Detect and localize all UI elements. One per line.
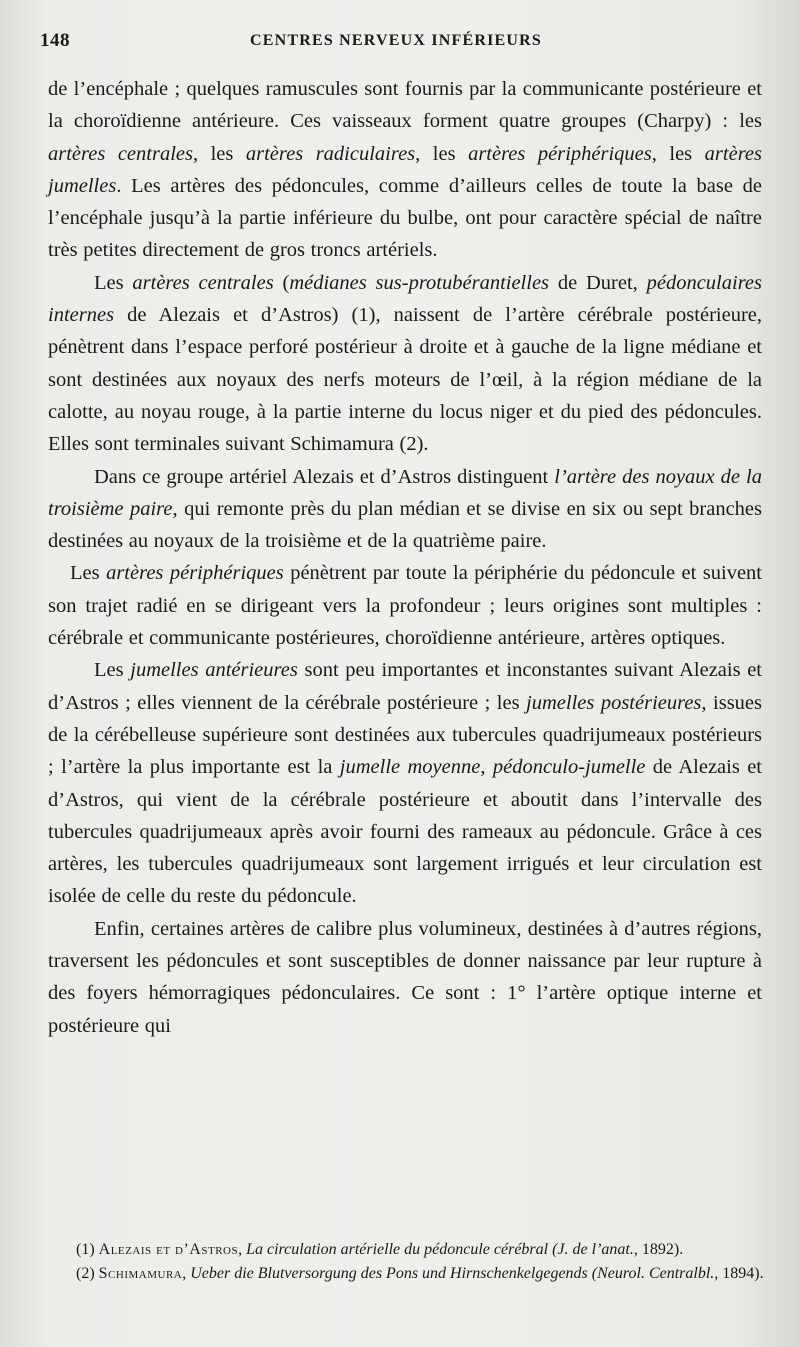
italic-text: La circulation artérielle du pédoncule cérébral (J. de l’anat. — [246, 1241, 634, 1258]
italic-text: pédonculaires internes — [48, 271, 762, 327]
italic-text: artères jumelles — [48, 142, 762, 197]
italic-text: jumelles antérieures — [130, 659, 298, 682]
italic-text: médianes sus-protubérantielles — [289, 271, 550, 294]
text-run: de Duret, — [549, 271, 647, 294]
text-run: Enfin, certaines artères de calibre plus volumineux, destinées à d’autres régions, traversent les pédoncules et sont susceptibles de donner naissance par leur rupture à des foyers hémorragiques pédonculaires. Ce sont : 1° l’artère optique interne et postérieure qui — [48, 917, 762, 1037]
text-run: , 1892). — [633, 1241, 684, 1258]
text-run: Dans ce groupe artériel Alezais et d’Astros distinguent — [94, 465, 555, 488]
text-run: , 1894). — [714, 1265, 764, 1282]
text-run: , qui remonte près du plan médian et se divise en six ou sept branches destinées au noyaux de la troisième et de la quatrième paire. — [48, 497, 762, 553]
text-run: , issues de la cérébelleuse supérieure sont destinées aux tubercules quadrijumeaux postérieurs ; l’artère la plus importante est la — [48, 691, 763, 779]
paragraph-1 — [48, 73, 762, 267]
footnote-1 — [48, 1238, 766, 1262]
italic-text: artères centrales — [132, 271, 274, 294]
paragraph-2 — [48, 267, 762, 461]
paragraph-3 — [48, 461, 762, 558]
footnote-2 — [48, 1262, 766, 1286]
text-run: Les — [94, 271, 133, 294]
text-run: Les — [94, 659, 131, 682]
italic-text: Ueber die Blutversorgung des Pons und Hirnschenkelgegends (Neurol. Centralbl. — [190, 1265, 715, 1282]
italic-text: l’artère des noyaux de la troisième paire — [48, 465, 762, 520]
paragraph-4 — [48, 557, 762, 654]
italic-text: artères centrales — [48, 142, 193, 165]
text-run: , — [182, 1265, 191, 1282]
text-run: (2) — [76, 1265, 99, 1282]
text-run: pénètrent par toute la périphérie du pédoncule et suivent son trajet radié en se dirigeant vers la profondeur ; leurs origines sont multiples : cérébrale et communicante postérieures, choroïdienne antérieure, artères optiques. — [48, 562, 762, 650]
body-text — [48, 73, 762, 1042]
footnotes — [48, 1238, 766, 1286]
italic-text: pédonculo-jumelle — [492, 756, 646, 779]
italic-text: artères périphériques — [468, 142, 652, 165]
italic-text: jumelle moyenne — [339, 756, 481, 779]
text-run: de Alezais et d’Astros) (1), naissent de l’artère cérébrale postérieure, pénètrent dans l’espace perforé postérieur à droite et à gauche de la ligne médiane et sont destinées aux noyaux des nerfs moteurs de l’œil, à la région médiane de la calotte, au noyau rouge, à la partie interne du locus niger et du pied des pédoncules. Elles sont terminales suivant Schimamura (2). — [48, 304, 762, 456]
running-head: CENTRES NERVEUX INFÉRIEURS — [249, 32, 543, 49]
page-header — [32, 30, 760, 54]
author-name: Schimamura — [98, 1265, 183, 1282]
text-run: sont peu importantes et inconstantes suivant Alezais et d’Astros ; elles viennent de la cérébrale postérieure ; les — [48, 659, 762, 714]
author-name: Alezais et d’Astros — [98, 1241, 239, 1258]
text-run: de l’encéphale ; quelques ramuscules sont fournis par la communicante postérieure et la choroïdienne antérieure. Ces vaisseaux forment quatre groupes (Charpy) : les — [48, 78, 762, 133]
text-run: Les — [70, 562, 107, 585]
text-run: . Les artères des pédoncules, comme d’ailleurs celles de toute la base de l’encéphale jusqu’à la partie inférieure du bulbe, ont pour caractère spécial de naître très petites directement de gros troncs artériels. — [48, 174, 762, 262]
paragraph-6 — [48, 913, 762, 1042]
text-run: , les — [192, 142, 246, 165]
page-number: 148 — [40, 30, 70, 51]
text-run: (1) — [76, 1241, 99, 1258]
text-run: , — [238, 1241, 247, 1258]
text-run: , les — [415, 142, 469, 165]
text-run: , les — [651, 142, 705, 165]
italic-text: artères radiculaires — [245, 142, 416, 165]
text-run: ( — [273, 271, 290, 294]
text-run: , — [480, 756, 493, 779]
italic-text: artères périphériques — [106, 562, 284, 585]
text-run: de Alezais et d’Astros, qui vient de la cérébrale postérieure et aboutit dans l’intervalle des tubercules quadrijumeaux après avoir fourni des rameaux au pédoncule. Grâce à ces artères, les tubercules quadrijumeaux sont largement irrigués et leur circulation est isolée de celle du reste du pédoncule. — [48, 756, 762, 908]
italic-text: jumelles postérieures — [526, 691, 702, 714]
paragraph-5 — [48, 654, 762, 912]
